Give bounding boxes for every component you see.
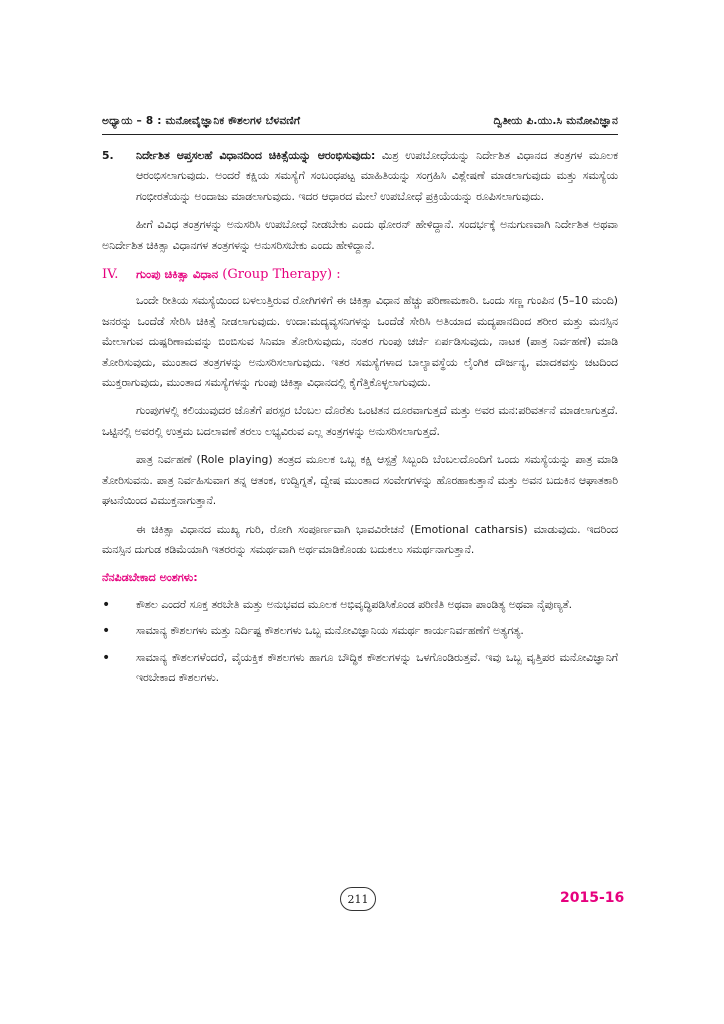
numbered-item-5 [102,146,618,207]
section-title-english: (Group Therapy) : [222,267,341,283]
page-number: 211 [340,887,376,911]
section-title-kannada: ಗುಂಪು ಚಿಕಿತ್ಸಾ ವಿಧಾನ [136,267,219,282]
list-item [102,648,618,689]
paragraph-thorne: ಹೀಗೆ ವಿವಿಧ ತಂತ್ರಗಳನ್ನು ಅನುಸರಿಸಿ ಉಪಬೋಧೆ ನೀಡಬೇಕು ಎಂದು ಥೋರನ್ ಹೇಳಿದ್ದಾನೆ. ಸಂದರ್ಭಕ್ಕೆ ಅನುಗುಣವಾಗಿ ನಿರ್ದೇಶಿತ ಅಥವಾ ಅನಿರ್ದೇಶಿತ ಚಿಕಿತ್ಸಾ ವಿಧಾನಗಳ ತಂತ್ರಗಳನ್ನು ಅನುಸರಿಸಬೇಕು ಎಂದು ಹೇಳಿದ್ದಾನೆ. [102,218,618,252]
bullet-icon: • [102,596,111,613]
running-header [102,115,618,128]
remember-points-heading: ನೆನಪಿಡಬೇಕಾದ ಅಂಶಗಳು: [102,571,198,585]
bullet-icon: • [102,649,111,666]
paragraph-group-therapy-2: ಗುಂಪುಗಳಲ್ಲಿ ಕಲಿಯುವುದರ ಜೊತೆಗೆ ಪರಸ್ಪರ ಬೆಂಬಲ ದೊರೆತು ಒಂಟಿತನ ದೂರವಾಗುತ್ತದೆ ಮತ್ತು ಅವರ ಮನ:ಪರಿವರ್ತನೆ ಮಾಡಲಾಗುತ್ತದೆ. ಒಟ್ಟಿನಲ್ಲಿ ಅವರಲ್ಲಿ ಉತ್ತಮ ಬದಲಾವಣೆ ತರಲು ಲಭ್ಯವಿರುವ ಎಲ್ಲ ತಂತ್ರಗಳನ್ನು ಅನುಸರಿಸಲಾಗುತ್ತದೆ. [102,404,618,438]
bullet-text: ಸಾಮಾನ್ಯ ಕೌಶಲಗಳು ಮತ್ತು ನಿರ್ದಿಷ್ಟ ಕೌಶಲಗಳು ಒಬ್ಬ ಮನೋವಿಜ್ಞಾನಿಯ ಸಮರ್ಥ ಕಾರ್ಯನಿರ್ವಹಣೆಗೆ ಅತ್ಯಗತ್ಯ. [136,624,524,638]
header-chapter-title: ಅಧ್ಯಾಯ – 8 : ಮನೋವೈಜ್ಞಾನಿಕ ಕೌಶಲಗಳ ಬೆಳವಣಿಗೆ [102,115,301,127]
edition-year: 2015-16 [560,890,625,906]
paragraph-role-playing: ಪಾತ್ರ ನಿರ್ವಹಣೆ (Role playing) ತಂತ್ರದ ಮೂಲಕ ಒಬ್ಬ ಕಕ್ಷಿ ಆಸ್ಪತ್ರೆ ಸಿಬ್ಬಂದಿ ಬೆಂಬಲದೊಂದಿಗೆ ಒಂದು ಸಮಸ್ಯೆಯನ್ನು ಪಾತ್ರ ಮಾಡಿ ತೋರಿಸುವನು. ಪಾತ್ರ ನಿರ್ವಹಿಸುವಾಗ ತನ್ನ ಆತಂಕ, ಉದ್ವಿಗ್ನತೆ, ದ್ವೇಷ ಮುಂತಾದ ಸಂವೇಗಗಳನ್ನು ಹೊರಹಾಕುತ್ತಾನೆ ಮತ್ತು ಅವನ ಬದುಕಿನ ಆಘಾತಕಾರಿ ಘಟನೆಯಿಂದ ವಿಮುಕ್ತನಾಗುತ್ತಾನೆ. [102,453,618,508]
item-body: ಮಿಶ್ರ ಉಪಬೋಧೆಯನ್ನು ನಿರ್ದೇಶಿತ ವಿಧಾನದ ತಂತ್ರಗಳ ಮೂಲಕ ಆರಂಭಿಸಲಾಗುವುದು. ಅಂದರೆ ಕಕ್ಷಿಯ ಸಮಸ್ಯೆಗೆ ಸಂಬಂಧಪಟ್ಟ ಮಾಹಿತಿಯನ್ನು ಸಂಗ್ರಹಿಸಿ ವಿಶ್ಲೇಷಣೆ ಮಾಡಲಾಗುವುದು ಮತ್ತು ಸಮಸ್ಯೆಯ ಗಂಭೀರತೆಯನ್ನು ಅಂದಾಜು ಮಾಡಲಾಗುವುದು. ಇದರ ಆಧಾರದ ಮೇಲೆ ಉಪಬೋಧೆ ಪ್ರಕ್ರಿಯೆಯನ್ನು ರೂಪಿಸಲಾಗುವುದು. [136,149,618,203]
section-heading-group-therapy [102,264,618,285]
list-item [102,595,618,615]
paragraph-group-therapy-1: ಒಂದೇ ರೀತಿಯ ಸಮಸ್ಯೆಯಿಂದ ಬಳಲುತ್ತಿರುವ ರೋಗಿಗಳಿಗೆ ಈ ಚಿಕಿತ್ಸಾ ವಿಧಾನ ಹೆಚ್ಚು ಪರಿಣಾಮಕಾರಿ. ಒಂದು ಸಣ್ಣ ಗುಂಪಿನ (5–10 ಮಂದಿ) ಜನರನ್ನು ಒಂದೆಡೆ ಸೇರಿಸಿ ಚಿಕಿತ್ಸೆ ನೀಡಲಾಗುವುದು. ಉದಾ:ಮದ್ಯವ್ಯಸನಿಗಳನ್ನು ಒಂದೆಡೆ ಸೇರಿಸಿ ಅತಿಯಾದ ಮದ್ಯಪಾನದಿಂದ ಶರೀರ ಮತ್ತು ಮನಸ್ಸಿನ ಮೇಲಾಗುವ ದುಷ್ಪರಿಣಾಮವನ್ನು ಬಿಂಬಿಸುವ ಸಿನಿಮಾ ತೋರಿಸುವುದು, ನಂತರ ಗುಂಪು ಚರ್ಚೆ ಏರ್ಪಡಿಸುವುದು, ನಾಟಕ (ಪಾತ್ರ ನಿರ್ವಹಣೆ) ಮಾಡಿ ತೋರಿಸುವುದು, ಮುಂತಾದ ತಂತ್ರಗಳನ್ನು ಅನುಸರಿಸಲಾಗುವುದು. ಇತರ ಸಮಸ್ಯೆಗಳಾದ ಬಾಲ್ಯಾವಸ್ಥೆಯ ಲೈಂಗಿಕ ದೌರ್ಜನ್ಯ, ಮಾದಕವಸ್ತು ಚಟದಿಂದ ಮುಕ್ತರಾಗುವುದು, ಮುಂತಾದ ಸಮಸ್ಯೆಗಳನ್ನು ಗುಂಪು ಚಿಕಿತ್ಸಾ ವಿಧಾನದಲ್ಲಿ ಕೈಗೆತ್ತಿಕೊಳ್ಳಲಾಗುವುದು. [102,294,618,390]
item-number: 5. [102,149,114,162]
bullet-text: ಕೌಶಲ ಎಂದರೆ ಸೂಕ್ತ ತರಬೇತಿ ಮತ್ತು ಅನುಭವದ ಮೂಲಕ ಅಭಿವೃದ್ಧಿಪಡಿಸಿಕೊಂಡ ಪರಿಣಿತಿ ಅಥವಾ ಪಾಂಡಿತ್ಯ ಅಥವಾ ನೈಪುಣ್ಯತೆ. [136,597,573,611]
header-divider [102,134,618,135]
item-bold-lead: ನಿರ್ದೇಶಿತ ಆಪ್ತಸಲಹೆ ವಿಧಾನದಿಂದ ಚಿಕಿತ್ಸೆಯನ್ನು ಆರಂಭಿಸುವುದು: [136,149,376,162]
header-course-title: ದ್ವಿತೀಯ ಪಿ.ಯು.ಸಿ ಮನೋವಿಜ್ಞಾನ [493,115,618,127]
item-text [136,146,618,207]
paragraph-catharsis: ಈ ಚಿಕಿತ್ಸಾ ವಿಧಾನದ ಮುಖ್ಯ ಗುರಿ, ರೋಗಿ ಸಂಪೂರ್ಣವಾಗಿ ಭಾವವಿರೇಚನೆ (Emotional catharsis) ಮಾಡುವುದು. ಇದರಿಂದ ಮನಸ್ಸಿನ ದುಗುಡ ಕಡಿಮೆಯಾಗಿ ಇತರರನ್ನು ಸಮರ್ಥವಾಗಿ ಅರ್ಥಮಾಡಿಕೊಂಡು ಬದುಕಲು ಸಮರ್ಥನಾಗುತ್ತಾನೆ. [102,522,618,556]
page-body [102,146,618,694]
bullet-icon: • [102,623,111,640]
list-item [102,621,618,641]
remember-points-list [102,595,618,689]
bullet-text: ಸಾಮಾನ್ಯ ಕೌಶಲಗಳೆಂದರೆ, ವೈಯಕ್ತಿಕ ಕೌಶಲಗಳು ಹಾಗೂ ಬೌದ್ಧಿಕ ಕೌಶಲಗಳನ್ನು ಒಳಗೊಂಡಿರುತ್ತವೆ. ಇವು ಒಬ್ಬ ವೃತ್ತಿಪರ ಮನೋವಿಜ್ಞಾನಿಗೆ ಇರಬೇಕಾದ ಕೌಶಲಗಳು. [136,650,618,684]
section-number: IV. [102,267,119,283]
